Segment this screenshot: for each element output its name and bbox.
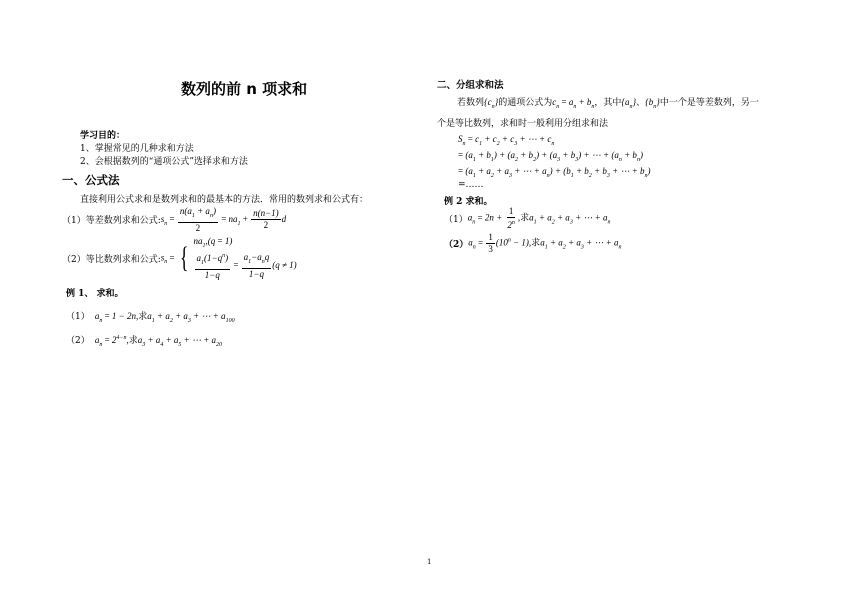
example2-part1-label: （1）: [444, 215, 468, 225]
page-number: 1: [427, 558, 432, 566]
example1-part1-label: （1）: [66, 312, 90, 322]
section2-intro-line1: [457, 95, 759, 110]
goal-item-1: 1、掌握常见的几种求和方法: [80, 144, 194, 154]
example1-part2: [66, 328, 222, 348]
formula1-label: （1）等差数列求和公式:: [62, 216, 161, 227]
example1-label: 例 1、 求和。: [66, 289, 124, 299]
formula1-math: $s_n$ = $\frac{n(a_1 + a_n)}{2}$ = $na_1$ + $\frac{n(n-1)}{2}$ d: [160, 206, 287, 233]
section2-intro-line2: 个是等比数列，求和时一般利用分组求和法: [437, 119, 609, 129]
example2-part2-math: $a_n$ = $\frac{1}{3}$ $(10^n - 1)$,求$a_1 + a_2 + a_3$ + ⋯ + $a_n$: [468, 232, 622, 254]
example2-part2: [444, 232, 622, 255]
example1-part1: [66, 304, 235, 324]
example2-part1: [444, 206, 610, 231]
grouping-line-1: $S_n = c_1 + c_2 + c_3$ + ⋯ + $c_n$: [458, 134, 555, 147]
example1-part1-math: $a_n = 1 - 2n$,求$a_1 + a_2 + a_3$ + ⋯ + $a_{100}$: [94, 311, 235, 324]
formula2-math: $s_n$ = { $na_1,(q = 1)$ $\frac{a_1(1-q^n)}{1-q}$ = $\frac{a_1-a_nq}{1-q}$ (q ≠ 1): [160, 236, 297, 280]
grouping-line-2: = $(a_1 + b_1) + (a_2 + b_2) + (a_3 + b_3)$ + ⋯ + $(a_n + b_n)$: [458, 150, 643, 163]
section1-heading: 一、公式法: [62, 173, 120, 187]
goals-heading: 学习目的：: [80, 131, 126, 141]
intro-part-c: ，其中: [594, 98, 622, 108]
example2-label: 例 2 求和。: [444, 197, 493, 207]
seq-c-symbol: $\{c_n\}$: [484, 97, 499, 110]
intro-part-d: 、: [636, 98, 646, 108]
example1-part2-math: $a_n = 2^{4-n}$,求$a_3 + a_4 + a_5$ + ⋯ + $a_{20}$: [94, 335, 223, 348]
geometric-sum-formula: [62, 236, 297, 281]
page-title: 数列的前 n 项求和: [181, 80, 308, 98]
grouping-line-3: = ($a_1 + a_2 + a_3$ + ⋯ + $a_n) + (b_1 + b_2 + b_3$ + ⋯ + $b_n$): [458, 166, 651, 179]
seq-a-symbol: $\{a_n\}$: [621, 97, 637, 110]
formula2-label: （2）等比数列求和公式:: [62, 254, 161, 265]
seq-b-symbol: $\{b_n\}$: [645, 97, 660, 110]
section1-intro: 直接利用公式求和是数列求和的最基本的方法．常用的数列求和公式有：: [80, 195, 369, 205]
arithmetic-sum-formula: [62, 206, 286, 234]
intro-part-e: 中一个是等差数列，另一: [659, 98, 759, 108]
intro-part-a: 若数列: [457, 98, 485, 108]
goal-item-2: 2、会根据数列的“通项公式”选择求和方法: [80, 157, 248, 167]
grouping-line-ellipsis: =……: [458, 180, 484, 190]
c-formula: $c_n = a_n + b_n$: [552, 97, 595, 110]
example2-part2-label: （2）: [444, 240, 469, 250]
example2-part1-math: $a_n = 2n$ + $\frac{1}{2^n}$ ,求$a_1 + a_2 + a_3$ + ⋯ + $a_n$: [467, 206, 611, 230]
section2-heading: 二、分组求和法: [437, 80, 504, 91]
intro-part-b: 的通项公式为: [498, 98, 553, 108]
example1-part2-label: （2）: [66, 336, 90, 346]
